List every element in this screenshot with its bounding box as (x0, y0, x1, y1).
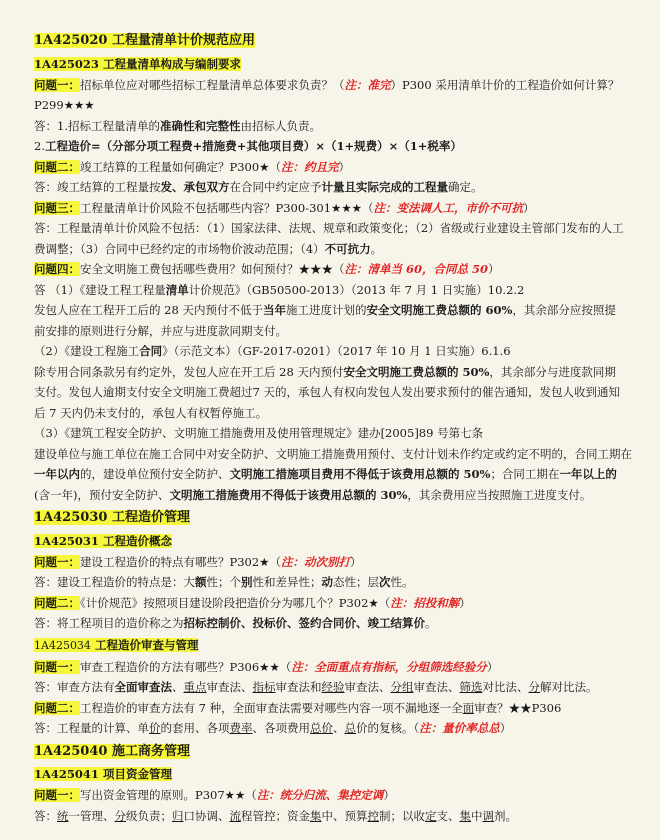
subsection-title (34, 530, 636, 552)
answer-text: （2）《建设工程施工 (34, 344, 140, 358)
answer-key: 统 (57, 808, 69, 823)
section-code: 1A425030 (34, 510, 108, 525)
answer-key: 分组 (390, 680, 414, 694)
answer-key: 流 (229, 808, 241, 823)
subsection-code: 1A425031 (34, 533, 99, 548)
answer-text: 2. (34, 139, 45, 153)
mnemonic-note: 注：全面重点有指标，分组筛选经验分 (291, 659, 487, 674)
subsection-code: 1A425023 (34, 56, 99, 71)
answer-line (34, 341, 636, 362)
answer-line (34, 136, 636, 157)
answer-text: 的套用、各项 (160, 721, 230, 735)
answer-key: 当年 (262, 303, 286, 317)
answer-key: 全面审查法 (114, 680, 172, 694)
answer-key: 总价 (310, 721, 333, 735)
section-title (34, 507, 636, 530)
answer-key: 总 (344, 721, 356, 735)
subsection-title (34, 763, 636, 785)
answer-text: 答：竣工结算的工程量按 (34, 180, 161, 194)
question-text: 工程造价的审查方法有 7 种，全面审查法需要对哪些内容一项不漏地逐一全 (80, 700, 463, 715)
subsection-code: 1A425041 (34, 767, 99, 781)
question-text: 招标单位应对哪些招标工程量清单总体要求负责？（ (80, 77, 345, 92)
question-label: 问题三： (34, 200, 80, 215)
answer-text: 性；个 (206, 575, 241, 589)
mnemonic-note: 注：约且完 (281, 159, 339, 174)
question-text: 审查工程造价的方法有哪些？P306★★（ (80, 659, 292, 674)
answer-text: 口协调、 (183, 808, 230, 823)
answer-text: 除专用合同条款另有约定外，发包人应在开工后 28 天内预付 (34, 364, 344, 379)
answer-key: 价 (149, 721, 161, 735)
answer-text: 》（示范文本）（GF-2017-0201）（2017 年 10 月 1 日实施）6.1.6 (162, 344, 511, 358)
section-title (34, 30, 636, 53)
answer-text: 解对比法。 (540, 680, 598, 694)
question-text-tail: ） (488, 262, 500, 276)
answer-text: 答：将工程项目的造价称之为 (34, 616, 184, 630)
answer-text: ） (499, 721, 512, 735)
question-line (34, 785, 636, 806)
question-line (34, 698, 636, 719)
subsection-text: 项目资金管理 (102, 767, 172, 781)
answer-key: 合同 (139, 344, 163, 358)
answer-text: 确定。 (448, 180, 483, 194)
question-label: 问题一： (34, 788, 80, 802)
answer-text: 建设单位与施工单位在施工合同中对安全防护、文明施工措施费用预付、支付计划未作约定或约定不明的，合同工期在 (34, 446, 632, 461)
mnemonic-note: 注：量价率总总 (419, 721, 500, 735)
answer-text: 支付。发包人逾期支付安全文明施工费超过7 天的，承包人有权向发包人发出要求预付的催告通知，发包人收到通知 (34, 385, 620, 399)
section-title (34, 741, 636, 764)
answer-key: 文明施工措施费用不得低于该费用总额的 30% (169, 487, 408, 502)
section-text: 工程造价管理 (111, 510, 190, 525)
section-text: 工程量清单计价规范应用 (111, 33, 255, 48)
answer-line (34, 572, 636, 593)
answer-text: 审查法、 (413, 680, 460, 694)
answer-key: 一年以内 (34, 467, 80, 481)
question-text-tail: ） (459, 595, 471, 610)
question-line (34, 75, 636, 96)
answer-text: 答： (34, 808, 57, 823)
question-text-tail: ） (522, 200, 535, 215)
answer-text: （3）《建筑工程安全防护、文明施工措施费用及使用管理规定》建办[2005]89 号第七条 (34, 426, 484, 440)
answer-key: 发、承包双方 (160, 180, 230, 194)
answer-text: 答：审查方法有 (34, 680, 115, 694)
question-line (34, 157, 636, 178)
answer-key: 额 (195, 575, 207, 589)
question-label: 问题四： (34, 262, 80, 276)
answer-text: ，其余部分应按照提 (512, 303, 616, 317)
subsection-text: 工程造价审查与管理 (94, 637, 199, 652)
answer-text: 后 7 天内仍未支付的，承包人有权暂停施工。 (34, 405, 268, 420)
answer-line (34, 362, 636, 383)
answer-text: 价的复核。（ (356, 721, 420, 735)
answer-text: 的，建设单位预付安全防护、 (80, 467, 230, 481)
answer-text: 答：1.招标工程量清单的 (34, 118, 160, 133)
answer-line (34, 300, 636, 321)
subsection-title (34, 634, 636, 657)
answer-text: 由招标人负责。 (240, 118, 321, 133)
answer-text: 级负责； (126, 808, 172, 823)
answer-text: 、 (333, 721, 345, 735)
answer-key: 定 (425, 808, 437, 823)
answer-text: 态性；层 (333, 575, 379, 589)
mnemonic-note: 注：准完 (344, 77, 391, 92)
answer-key: 费率 (229, 721, 253, 735)
answer-text: 答：建设工程造价的特点是：大 (34, 575, 195, 589)
question-text: 安全文明施工费包括哪些费用？如何预付？★★★（ (80, 262, 345, 276)
answer-line (34, 444, 636, 465)
answer-line (34, 116, 636, 137)
subsection-code: 1A425034 (34, 638, 91, 652)
answer-text: ，其余费用应当按照施工进度支付。 (407, 487, 592, 502)
question-ref: P299★★★ (34, 98, 95, 112)
question-text: 建设工程造价的特点有哪些？P302★（ (80, 554, 281, 569)
subsection-text: 工程造价概念 (102, 533, 172, 548)
answer-line (34, 423, 636, 444)
answer-line (34, 485, 636, 506)
answer-text: 发包人应在工程开工后的 28 天内预付不低于 (34, 303, 263, 317)
subsection-title (34, 53, 636, 75)
answer-key: 重点 (183, 680, 207, 694)
answer-formula: 工程造价=（分部分项工程费+措施费+其他项目费）×（1+规费）×（1+税率） (44, 139, 462, 153)
question-label: 问题一： (34, 77, 80, 92)
answer-line (34, 718, 636, 739)
answer-key: 控 (367, 808, 379, 823)
answer-line (34, 677, 636, 698)
answer-key: 安全文明施工费总额的 60% (366, 303, 513, 317)
answer-text: 剂。 (494, 808, 517, 823)
question-label: 问题一： (34, 659, 80, 674)
question-text-tail: 审查？★★P306 (474, 700, 562, 715)
answer-key: 分 (528, 680, 540, 694)
question-cont (34, 95, 636, 116)
question-line (34, 552, 636, 573)
question-text: 《计价规范》按照项目建设阶段把造价分为哪几个？P302★（ (80, 595, 391, 610)
answer-text: 费调整；（3）合同中已经约定的市场物价波动范围；（4） (34, 241, 325, 256)
answer-key: 指标 (252, 680, 276, 694)
answer-line (34, 806, 636, 827)
answer-text: 性和差异性； (252, 575, 322, 589)
answer-key: 经验 (321, 680, 345, 694)
answer-line (34, 613, 636, 634)
answer-text: 。 (425, 616, 437, 630)
question-text: 写出资金管理的原则。P307★★（ (80, 788, 257, 802)
answer-line (34, 177, 636, 198)
question-key: 面 (462, 700, 475, 715)
answer-text: 制；以收 (379, 808, 425, 823)
answer-text: 前安排的原则进行分解，并应与进度款同期支付。 (34, 323, 287, 338)
answer-key: 文明施工措施项目费用不得低于该费用总额的 50% (229, 467, 491, 481)
question-text-tail: ） (350, 554, 362, 569)
subsection-text: 工程量清单构成与编制要求 (102, 56, 241, 71)
answer-text: 审查法和 (275, 680, 322, 694)
answer-line (34, 280, 636, 301)
answer-text: 支、 (436, 808, 460, 823)
answer-text: 计价规范》（GB50500-2013）（2013 年 7 月 1 日实施）10.2.2 (188, 282, 525, 297)
answer-text: 。 (370, 241, 383, 256)
answer-key: 一年以上的 (559, 467, 617, 481)
answer-key: 计量且实际完成的工程量 (321, 180, 448, 194)
answer-key: 调 (482, 808, 494, 823)
question-text-tail: ） (338, 159, 350, 174)
mnemonic-note: 注：变法调人工，市价不可抗 (373, 200, 523, 215)
answer-key: 集 (310, 808, 322, 823)
answer-key: 清单 (165, 282, 189, 297)
answer-text: 、各项费用 (252, 721, 310, 735)
answer-key: 集 (459, 808, 471, 823)
answer-line (34, 321, 636, 342)
answer-line (34, 403, 636, 424)
question-label: 问题二： (34, 595, 80, 610)
mnemonic-note: 注：动次别打 (281, 554, 350, 569)
question-text-tail: ） (383, 788, 395, 802)
section-code: 1A425040 (34, 743, 108, 759)
question-line (34, 593, 636, 614)
question-line (34, 259, 636, 280)
answer-key: 安全文明施工费总额的 50% (343, 364, 490, 379)
answer-text: 答：工程量清单计价风险不包括：（1）国家法律、法规、规章和政策变化；（2）省级或行业建设主管部门发布的人工 (34, 221, 624, 235)
answer-text: 对比法、 (482, 680, 529, 694)
mnemonic-note: 注：统分归流、集控定调 (256, 788, 384, 802)
question-label: 问题二： (34, 159, 80, 174)
answer-line (34, 239, 636, 260)
answer-key: 动 (321, 575, 333, 589)
answer-text: 性。 (390, 575, 414, 589)
answer-key: 准确性和完整性 (159, 118, 241, 133)
answer-text: 审查法、 (206, 680, 253, 694)
answer-line (34, 218, 636, 239)
section-text: 施工商务管理 (111, 743, 190, 759)
answer-text: 施工进度计划的 (285, 303, 367, 317)
question-text-tail: ） (486, 659, 499, 674)
question-text: 竣工结算的工程量如何确定？P300★（ (80, 159, 281, 174)
question-label: 问题二： (34, 700, 80, 715)
answer-text: 程管控；资金 (241, 808, 310, 823)
answer-text: 中、预算 (321, 808, 368, 823)
answer-text: 中 (471, 808, 483, 823)
answer-key: 筛选 (459, 680, 483, 694)
mnemonic-note: 注：清单当 60，合同总 50 (344, 262, 489, 276)
answer-text: 在合同中约定应予 (229, 180, 322, 194)
answer-key: 别 (241, 575, 253, 589)
answer-text: 审查法、 (344, 680, 391, 694)
question-text-tail: ）P300 采用清单计价的工程造价如何计算？ (390, 77, 620, 92)
answer-key: 归 (172, 808, 184, 823)
answer-text: 一管理、 (68, 808, 115, 823)
mnemonic-note: 注：招投和解 (390, 595, 460, 610)
answer-line (34, 382, 636, 403)
question-label: 问题一： (34, 554, 80, 569)
section-code: 1A425020 (34, 33, 108, 48)
answer-key: 分 (114, 808, 126, 823)
answer-text: 、 (172, 680, 184, 694)
answer-text: ；合同工期在 (490, 467, 560, 481)
answer-text: 答 （1）《建设工程工程量 (34, 282, 166, 297)
answer-text: (含一年)，预付安全防护、 (34, 487, 170, 502)
answer-text: ，其余部分与进度款同期 (489, 364, 616, 379)
answer-key: 次 (379, 575, 391, 589)
answer-key: 招标控制价、投标价、签约合同价、竣工结算价 (183, 616, 425, 630)
question-text: 工程量清单计价风险不包括哪些内容？P300-301★★★（ (80, 200, 374, 215)
answer-line (34, 464, 636, 485)
answer-text: 答：工程量的计算、单 (34, 721, 149, 735)
question-line (34, 657, 636, 678)
answer-key: 不可抗力 (324, 241, 371, 256)
question-line (34, 198, 636, 219)
